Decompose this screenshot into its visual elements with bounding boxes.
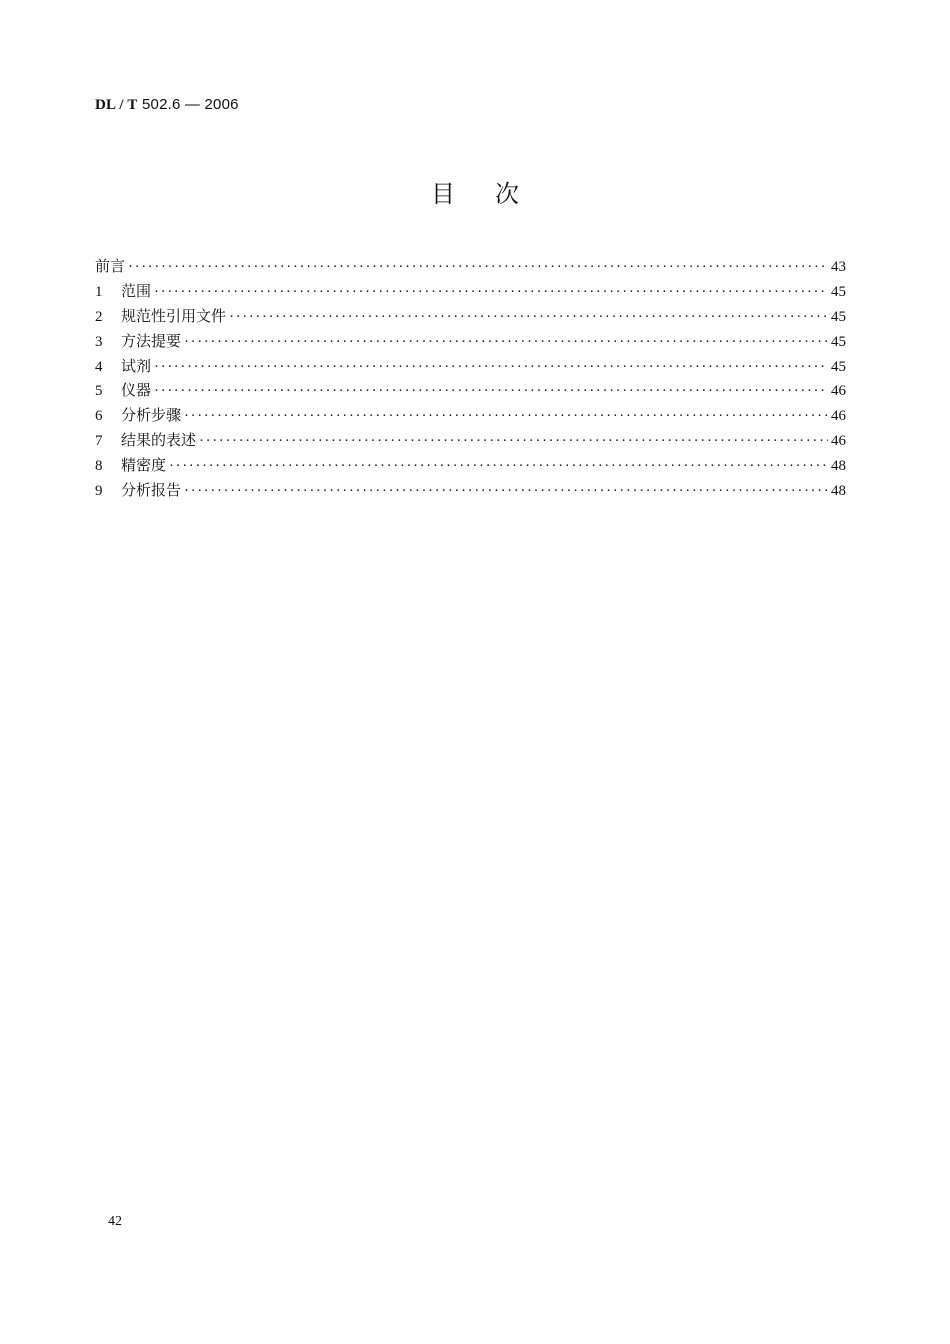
title-char-1: 目 [431, 180, 455, 208]
toc-entry-number: 3 [95, 333, 103, 350]
toc-entry-page: 48 [831, 483, 846, 500]
toc-dot-leader [229, 305, 828, 330]
toc-dot-leader [184, 404, 828, 429]
standard-code [95, 96, 239, 114]
toc-entry-1[interactable] [95, 280, 846, 305]
toc-entry-number: 5 [95, 383, 103, 400]
toc-entry-6[interactable] [95, 404, 846, 429]
page-number: 42 [108, 1214, 122, 1229]
toc-dot-leader [128, 255, 828, 280]
toc-entry-number: 9 [95, 483, 103, 500]
toc-entry-label: 分析步骤 [121, 408, 182, 425]
toc-entry-number: 1 [95, 283, 103, 300]
standard-code-prefix: DL [95, 97, 116, 113]
toc-entry-label: 前言 [95, 259, 126, 275]
toc-entry-label: 规范性引用文件 [121, 308, 227, 325]
toc-entry-number: 6 [95, 408, 103, 425]
table-of-contents [95, 255, 846, 504]
title-char-2: 次 [495, 180, 519, 208]
toc-dot-leader [184, 330, 828, 355]
toc-entry-number: 8 [95, 458, 103, 475]
toc-entry-label: 精密度 [121, 458, 167, 475]
toc-entry-page: 45 [831, 333, 846, 350]
toc-entry-9[interactable] [95, 479, 846, 504]
toc-entry-page: 46 [831, 408, 846, 425]
page-title [0, 174, 950, 209]
toc-entry-2[interactable] [95, 305, 846, 330]
toc-entry-page: 45 [831, 283, 846, 300]
toc-dot-leader [154, 280, 828, 305]
toc-entry-7[interactable] [95, 429, 846, 454]
toc-entry-page: 45 [831, 358, 846, 375]
toc-entry-page: 46 [831, 433, 846, 450]
toc-entry-page: 46 [831, 383, 846, 400]
toc-dot-leader [199, 429, 828, 454]
toc-entry-label: 方法提要 [121, 333, 182, 350]
toc-entry-foreword[interactable] [95, 255, 846, 280]
toc-entry-number: 7 [95, 433, 103, 450]
toc-entry-label: 仪器 [121, 383, 152, 400]
toc-entry-8[interactable] [95, 454, 846, 479]
toc-dot-leader [169, 454, 828, 479]
toc-entry-page: 45 [831, 308, 846, 325]
toc-entry-label: 试剂 [121, 358, 152, 375]
standard-code-number: 502.6 — 2006 [137, 96, 239, 113]
toc-entry-label: 分析报告 [121, 483, 182, 500]
toc-entry-3[interactable] [95, 330, 846, 355]
toc-dot-leader [154, 379, 828, 404]
toc-entry-page: 48 [831, 458, 846, 475]
standard-code-type: T [127, 97, 138, 113]
standard-code-separator: / [115, 97, 128, 113]
toc-entry-label: 范围 [121, 283, 152, 300]
toc-entry-4[interactable] [95, 355, 846, 380]
toc-dot-leader [184, 479, 828, 504]
toc-dot-leader [154, 355, 828, 380]
toc-entry-5[interactable] [95, 379, 846, 404]
toc-entry-label: 结果的表述 [121, 433, 197, 450]
toc-entry-page: 43 [831, 259, 846, 275]
toc-entry-number: 2 [95, 308, 103, 325]
toc-entry-number: 4 [95, 358, 103, 375]
